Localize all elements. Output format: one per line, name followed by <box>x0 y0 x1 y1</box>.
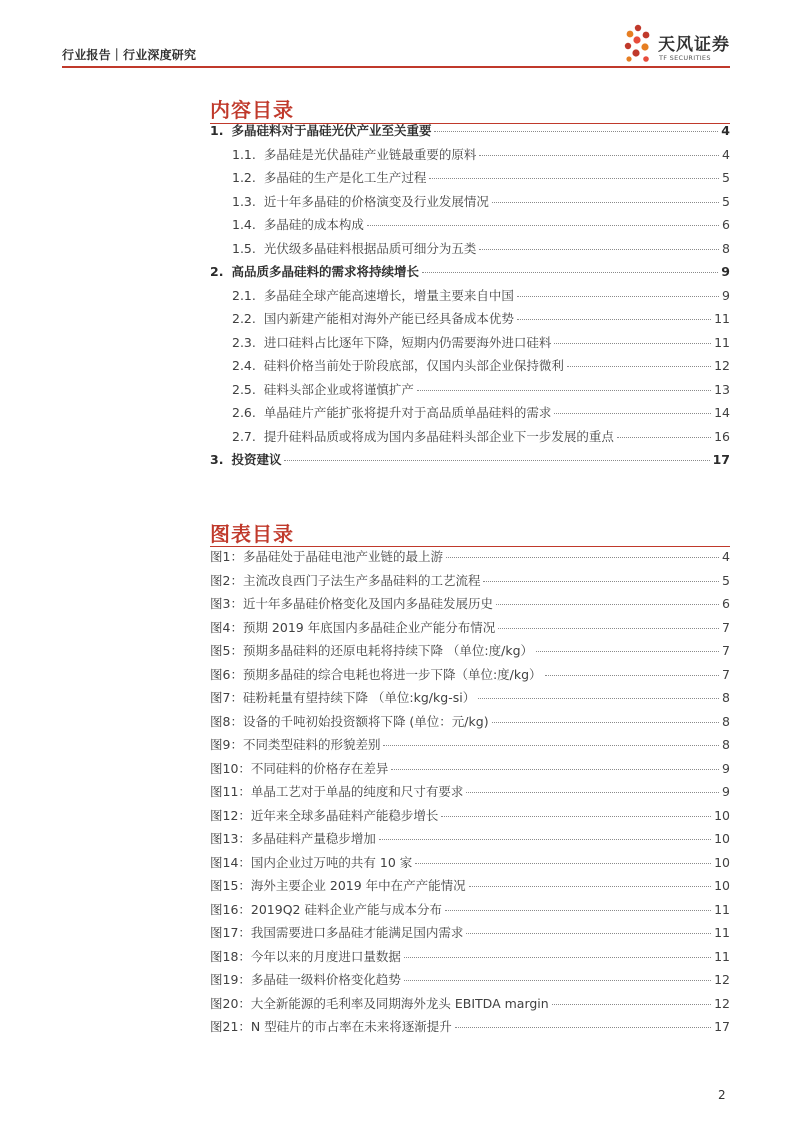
figure-entry[interactable] <box>210 688 730 712</box>
toc-entry-title: 光伏级多晶硅料根据品质可细分为五类 <box>263 240 477 256</box>
toc-entry[interactable] <box>210 215 730 239</box>
figure-entry-title: 图19：多晶硅一级料价格变化趋势 <box>210 972 401 987</box>
figure-entry-title: 图18：今年以来的月度进口量数据 <box>210 948 401 964</box>
figure-entry[interactable] <box>210 571 730 595</box>
figure-entry-page: 7 <box>722 666 730 682</box>
figure-entry-page: 8 <box>722 690 730 705</box>
figure-entry-page: 10 <box>714 807 730 823</box>
figure-entry-page: 8 <box>722 737 730 752</box>
figure-entry-page: 7 <box>722 619 730 635</box>
figure-entry-page: 5 <box>722 572 730 588</box>
figure-entry[interactable] <box>210 994 730 1018</box>
toc-entry-page: 4 <box>722 146 730 162</box>
toc-entry[interactable] <box>210 450 730 474</box>
figure-entry-title: 图11：单晶工艺对于单晶的纯度和尺寸有要求 <box>210 784 464 799</box>
figure-entry[interactable] <box>210 735 730 759</box>
figure-entry-title: 图4：预期 2019 年底国内多晶硅企业产能分布情况 <box>210 619 496 635</box>
figure-entry-title: 图5：预期多晶硅料的还原电耗将持续下降 （单位:度/kg） <box>210 643 534 658</box>
dot-leader <box>536 651 719 652</box>
figure-entry-title: 图6：预期多晶硅的综合电耗也将进一步下降（单位:度/kg） <box>210 666 542 682</box>
dot-leader <box>404 980 711 981</box>
toc-entry-number: 2.5. <box>232 381 256 397</box>
dot-leader <box>492 722 719 723</box>
figures-heading: 图表目录 <box>210 522 294 546</box>
toc-entry-number: 2.7. <box>232 428 256 444</box>
toc-entry[interactable] <box>210 145 730 169</box>
dot-leader <box>391 769 719 770</box>
dot-leader <box>554 413 711 414</box>
dot-leader <box>498 628 719 629</box>
figure-entry-title: 图10：不同硅料的价格存在差异 <box>210 760 389 776</box>
figure-entry[interactable] <box>210 782 730 806</box>
brand-name-cn: 天风证券 <box>658 35 730 55</box>
figure-entry-page: 7 <box>722 643 730 658</box>
toc-entry-title: 投资建议 <box>231 452 282 467</box>
toc-entry-page: 8 <box>722 240 730 256</box>
figure-entry-page: 12 <box>714 995 730 1011</box>
dot-leader <box>383 745 719 746</box>
page-number: 2 <box>718 1088 726 1102</box>
toc-entry-title: 多晶硅料对于晶硅光伏产业至关重要 <box>231 123 432 138</box>
toc-entry-page: 5 <box>722 193 730 209</box>
report-type-label: 行业报告｜行业深度研究 <box>62 48 197 62</box>
dot-leader <box>445 910 711 911</box>
toc-entry-number: 1.2. <box>232 170 256 185</box>
figure-entry-page: 6 <box>722 596 730 611</box>
dot-leader <box>455 1027 711 1028</box>
dot-leader <box>422 272 718 273</box>
figure-entry-page: 4 <box>722 549 730 564</box>
toc-entry-title: 硅料头部企业或将谨慎扩产 <box>263 381 414 397</box>
toc-entry-title: 近十年多晶硅的价格演变及行业发展情况 <box>263 193 489 209</box>
figure-entry-title: 图9：不同类型硅料的形貌差别 <box>210 737 381 752</box>
dot-leader <box>478 698 719 699</box>
toc-entry-title: 多晶硅全球产能高速增长，增量主要来自中国 <box>263 287 514 303</box>
figure-entry-page: 8 <box>722 713 730 729</box>
toc-entry[interactable] <box>210 121 730 145</box>
figure-entry[interactable] <box>210 665 730 689</box>
toc-entry[interactable] <box>210 192 730 216</box>
figure-entry-page: 10 <box>714 854 730 870</box>
toc-entry-number: 1. <box>210 123 224 138</box>
toc-entry-title: 提升硅料品质或将成为国内多晶硅料头部企业下一步发展的重点 <box>263 428 614 444</box>
toc-entry-number: 1.4. <box>232 217 256 232</box>
contents-heading: 内容目录 <box>210 98 294 122</box>
toc-entry-page: 6 <box>722 217 730 232</box>
dot-leader <box>479 249 719 250</box>
dot-leader <box>404 957 711 958</box>
dot-leader <box>492 202 719 203</box>
dot-leader <box>417 390 711 391</box>
toc-entry-title: 国内新建产能相对海外产能已经具备成本优势 <box>263 311 514 326</box>
dot-leader <box>466 933 711 934</box>
figure-entry-title: 图8：设备的千吨初始投资额将下降 (单位：元/kg) <box>210 713 489 729</box>
toc-entry-number: 2.4. <box>232 358 256 373</box>
figure-entry-title: 图12：近年来全球多晶硅料产能稳步增长 <box>210 807 439 823</box>
figure-entry-title: 图15：海外主要企业 2019 年中在产产能情况 <box>210 878 466 893</box>
dot-leader <box>446 557 719 558</box>
toc-entry-title: 多晶硅是光伏晶硅产业链最重要的原料 <box>263 146 477 162</box>
dot-leader <box>367 225 719 226</box>
figure-entry-title: 图3：近十年多晶硅价格变化及国内多晶硅发展历史 <box>210 596 493 611</box>
toc-entry-title: 单晶硅片产能扩张将提升对于高品质单晶硅料的需求 <box>263 405 552 420</box>
dot-leader <box>434 131 718 132</box>
figure-entry-title: 图17：我国需要进口多晶硅才能满足国内需求 <box>210 925 464 940</box>
brand-name-en: TF SECURITIES <box>659 54 711 62</box>
toc-entry-title: 高品质多晶硅料的需求将持续增长 <box>231 264 419 279</box>
figure-entry-page: 11 <box>714 925 730 940</box>
toc-entry-page: 14 <box>714 405 730 420</box>
figure-entry-title: 图1：多晶硅处于晶硅电池产业链的最上游 <box>210 549 443 564</box>
toc-entry-title: 多晶硅的生产是化工生产过程 <box>263 170 427 185</box>
toc-entry-number: 1.5. <box>232 240 256 256</box>
dot-leader <box>517 296 719 297</box>
figure-entry[interactable] <box>210 618 730 642</box>
figure-entry-page: 10 <box>714 831 730 846</box>
dot-leader <box>441 816 711 817</box>
toc-entry[interactable] <box>210 403 730 427</box>
figure-entry[interactable] <box>210 947 730 971</box>
toc-entry-page: 4 <box>721 123 730 138</box>
toc-entry-number: 2.1. <box>232 287 256 303</box>
toc-entry[interactable] <box>210 427 730 451</box>
header-divider <box>62 66 730 68</box>
figure-entry[interactable] <box>210 759 730 783</box>
figure-entry-page: 17 <box>714 1019 730 1034</box>
dot-leader <box>284 460 709 461</box>
toc-entry-page: 13 <box>714 381 730 397</box>
toc-entry-number: 2.2. <box>232 311 256 326</box>
flower-logo-icon <box>622 22 658 66</box>
toc-entry-number: 3. <box>210 452 224 467</box>
dot-leader <box>545 675 719 676</box>
figure-entry[interactable] <box>210 1017 730 1041</box>
contents-list <box>210 121 730 474</box>
toc-entry[interactable] <box>210 168 730 192</box>
toc-entry[interactable] <box>210 286 730 310</box>
toc-entry-page: 11 <box>714 334 730 350</box>
brand-logo <box>622 22 732 66</box>
figure-entry-page: 11 <box>714 948 730 964</box>
dot-leader <box>496 604 719 605</box>
toc-entry-page: 16 <box>714 428 730 444</box>
figure-entry[interactable] <box>210 829 730 853</box>
toc-entry-page: 11 <box>714 311 730 326</box>
figure-entry-title: 图14：国内企业过万吨的共有 10 家 <box>210 854 413 870</box>
dot-leader <box>552 1004 711 1005</box>
figure-entry[interactable] <box>210 594 730 618</box>
dot-leader <box>466 792 719 793</box>
figure-entry-page: 12 <box>714 972 730 987</box>
figure-entry-title: 图16：2019Q2 硅料企业产能与成本分布 <box>210 901 442 917</box>
toc-entry-number: 2.6. <box>232 405 256 420</box>
figure-entry-page: 10 <box>714 878 730 893</box>
toc-entry[interactable] <box>210 356 730 380</box>
toc-entry-page: 9 <box>722 287 730 303</box>
figure-entry[interactable] <box>210 641 730 665</box>
toc-entry-number: 2.3. <box>232 334 256 350</box>
figure-entry[interactable] <box>210 712 730 736</box>
figure-entry[interactable] <box>210 900 730 924</box>
toc-entry[interactable] <box>210 239 730 263</box>
toc-entry[interactable] <box>210 333 730 357</box>
toc-entry[interactable] <box>210 380 730 404</box>
figure-entry[interactable] <box>210 970 730 994</box>
figure-entry-title: 图21：N 型硅片的市占率在未来将逐渐提升 <box>210 1019 452 1034</box>
toc-entry-title: 硅料价格当前处于阶段底部，仅国内头部企业保持微利 <box>263 358 564 373</box>
toc-entry-title: 多晶硅的成本构成 <box>263 217 364 232</box>
dot-leader <box>429 178 719 179</box>
figure-entry-page: 9 <box>722 784 730 799</box>
dot-leader <box>415 863 711 864</box>
toc-entry-number: 2. <box>210 264 224 279</box>
figure-entry[interactable] <box>210 806 730 830</box>
dot-leader <box>517 319 711 320</box>
figure-entry[interactable] <box>210 923 730 947</box>
toc-entry[interactable] <box>210 262 730 286</box>
figure-entry[interactable] <box>210 876 730 900</box>
figure-entry[interactable] <box>210 547 730 571</box>
toc-entry-page: 12 <box>714 358 730 373</box>
toc-entry-page: 5 <box>722 170 730 185</box>
toc-entry-page: 9 <box>721 264 730 279</box>
dot-leader <box>469 886 711 887</box>
figure-entry-title: 图13：多晶硅料产量稳步增加 <box>210 831 376 846</box>
figure-entry-page: 9 <box>722 760 730 776</box>
figure-entry[interactable] <box>210 853 730 877</box>
toc-entry-number: 1.3. <box>232 193 256 209</box>
dot-leader <box>554 343 711 344</box>
toc-entry-page: 17 <box>712 452 730 467</box>
dot-leader <box>479 155 719 156</box>
toc-entry-title: 进口硅料占比逐年下降，短期内仍需要海外进口硅料 <box>263 334 552 350</box>
figures-list <box>210 547 730 1041</box>
toc-entry[interactable] <box>210 309 730 333</box>
dot-leader <box>567 366 711 367</box>
figure-entry-title: 图7：硅粉耗量有望持续下降 （单位:kg/kg-si） <box>210 690 476 705</box>
dot-leader <box>379 839 711 840</box>
toc-entry-number: 1.1. <box>232 146 256 162</box>
figure-entry-page: 11 <box>714 901 730 917</box>
figure-entry-title: 图2：主流改良西门子法生产多晶硅料的工艺流程 <box>210 572 481 588</box>
figure-entry-title: 图20：大全新能源的毛利率及同期海外龙头 EBITDA margin <box>210 995 549 1011</box>
dot-leader <box>617 437 711 438</box>
dot-leader <box>483 581 719 582</box>
